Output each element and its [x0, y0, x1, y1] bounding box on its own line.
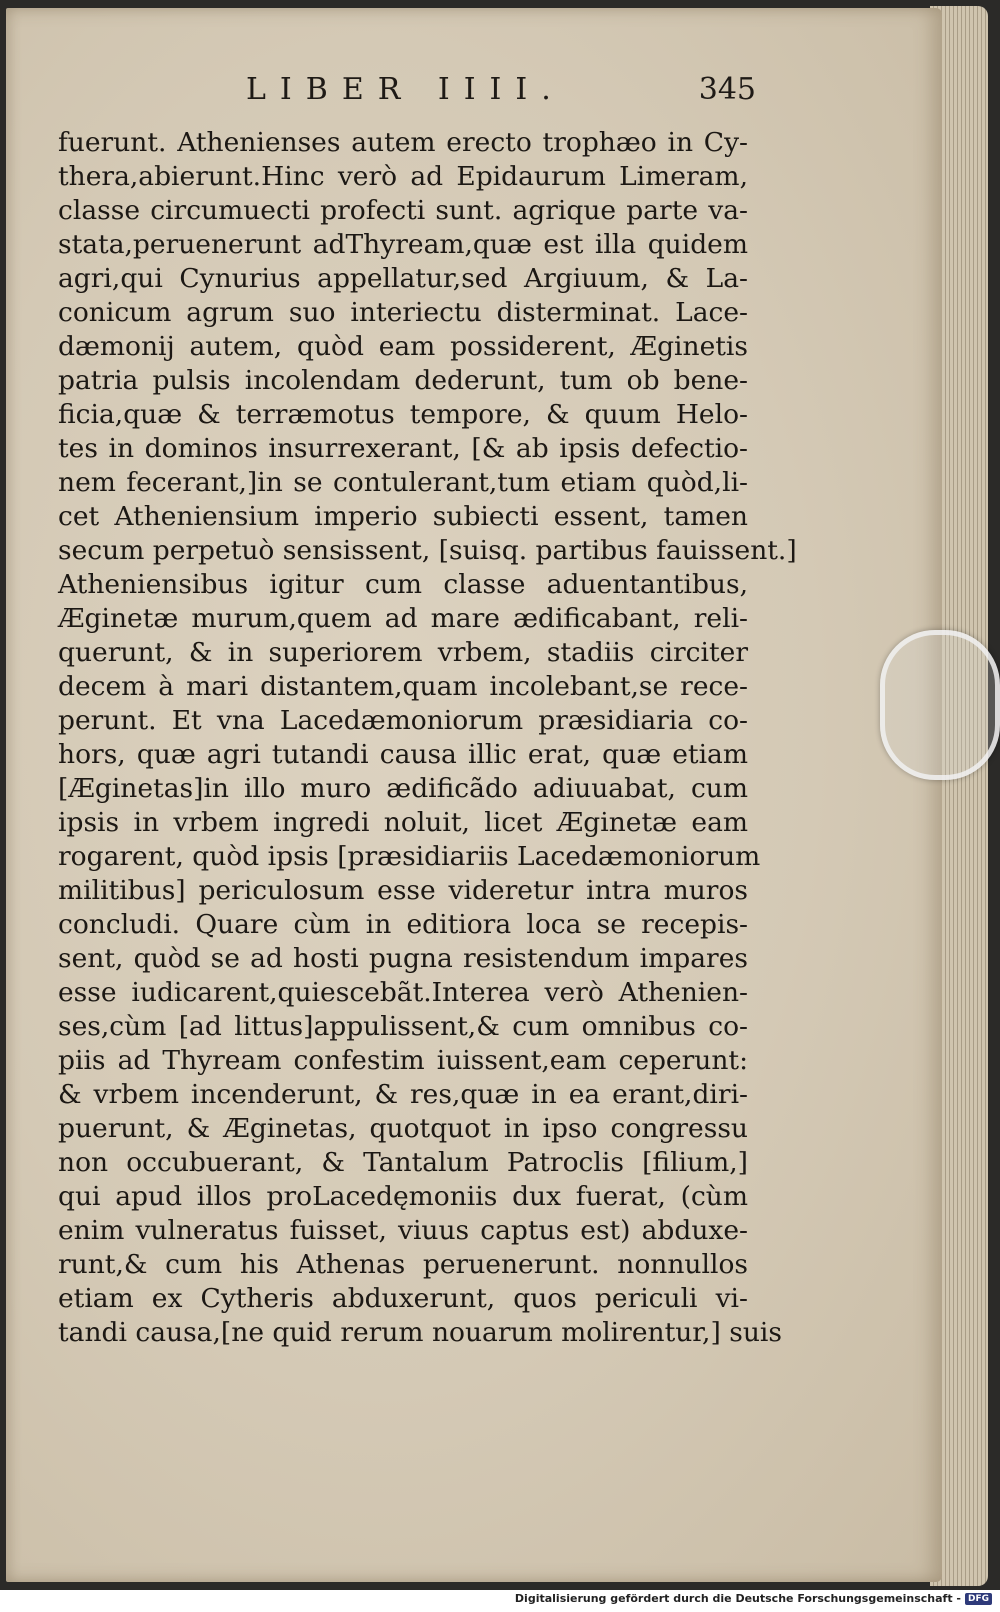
text-line: esse iudicarent,quiescebãt.Interea verò Athenien-: [58, 977, 748, 1008]
text-line: tandi causa,[ne quid rerum nouarum molirentur,] suis: [58, 1317, 782, 1348]
text-block: [58, 126, 797, 1350]
text-line: nem fecerant,]in se contulerant,tum etiam quòd,li-: [58, 467, 748, 498]
text-line: etiam ex Cytheris abduxerunt, quos periculi vi-: [58, 1283, 748, 1314]
text-line: Atheniensibus igitur cum classe aduentantibus,: [58, 569, 748, 600]
text-line: agri,qui Cynurius appellatur,sed Argiuum, & La-: [58, 263, 748, 294]
text-line: ses,cùm [ad littus]appulissent,& cum omnibus co-: [58, 1011, 748, 1042]
text-line: non occubuerant, & Tantalum Patroclis [filium,]: [58, 1147, 748, 1178]
page-clip: [880, 630, 1000, 780]
text-line: tes in dominos insurrexerant, [& ab ipsis defectio-: [58, 433, 748, 464]
text-line: classe circumuecti profecti sunt. agrique parte va-: [58, 195, 748, 226]
page-number: 345: [698, 72, 756, 107]
credit-text: Digitalisierung gefördert durch die Deutsche Forschungsgemeinschaft -: [514, 1592, 961, 1605]
text-line: thera,abierunt.Hinc verò ad Epidaurum Limeram,: [58, 161, 748, 192]
text-line: dæmonij autem, quòd eam possiderent, Æginetis: [58, 331, 748, 362]
text-line: hors, quæ agri tutandi causa illic erat, quæ etiam: [58, 739, 748, 770]
text-line: fuerunt. Athenienses autem erecto trophæo in Cy-: [58, 127, 748, 158]
dfg-logo: DFG: [965, 1593, 992, 1605]
text-line: piis ad Thyream confestim iuissent,eam ceperunt:: [58, 1045, 748, 1076]
text-line: querunt, & in superiorem vrbem, stadiis circiter: [58, 637, 748, 668]
text-line: & vrbem incenderunt, & res,quæ in ea erant,diri-: [58, 1079, 748, 1110]
text-line: puerunt, & Æginetas, quotquot in ipso congressu: [58, 1113, 748, 1144]
text-line: enim vulneratus fuisset, viuus captus est) abduxe-: [58, 1215, 748, 1246]
running-title: LIBER IIII.: [246, 72, 565, 107]
text-line: rogarent, quòd ipsis [præsidiariis Lacedæmoniorum: [58, 841, 761, 872]
digitization-credit: [0, 1592, 992, 1612]
text-line: militibus] periculosum esse videretur intra muros: [58, 875, 748, 906]
text-line: ipsis in vrbem ingredi noluit, licet Æginetæ eam: [58, 807, 748, 838]
running-head: [66, 72, 756, 122]
text-line: patria pulsis incolendam dederunt, tum ob bene-: [58, 365, 748, 396]
text-line: stata,peruenerunt adThyream,quæ est illa quidem: [58, 229, 748, 260]
text-line: concludi. Quare cùm in editiora loca se recepis-: [58, 909, 748, 940]
text-line: Æginetæ murum,quem ad mare ædificabant, reli-: [58, 603, 748, 634]
text-line: secum perpetuò sensissent, [suisq. partibus fauissent.]: [58, 535, 797, 566]
text-line: sent, quòd se ad hosti pugna resistendum impares: [58, 943, 748, 974]
text-line: conicum agrum suo interiectu disterminat. Lace-: [58, 297, 748, 328]
text-line: decem à mari distantem,quam incolebant,se rece-: [58, 671, 748, 702]
text-line: [Æginetas]in illo muro ædificãdo adiuuabat, cum: [58, 773, 748, 804]
text-line: perunt. Et vna Lacedæmoniorum præsidiaria co-: [58, 705, 748, 736]
text-line: runt,& cum his Athenas peruenerunt. nonnullos: [58, 1249, 748, 1280]
text-line: qui apud illos proLacedęmoniis dux fuerat, (cùm: [58, 1181, 748, 1212]
text-line: cet Atheniensium imperio subiecti essent, tamen: [58, 501, 748, 532]
text-line: ficia,quæ & terræmotus tempore, & quum Helo-: [58, 399, 748, 430]
book-page: [6, 8, 942, 1582]
